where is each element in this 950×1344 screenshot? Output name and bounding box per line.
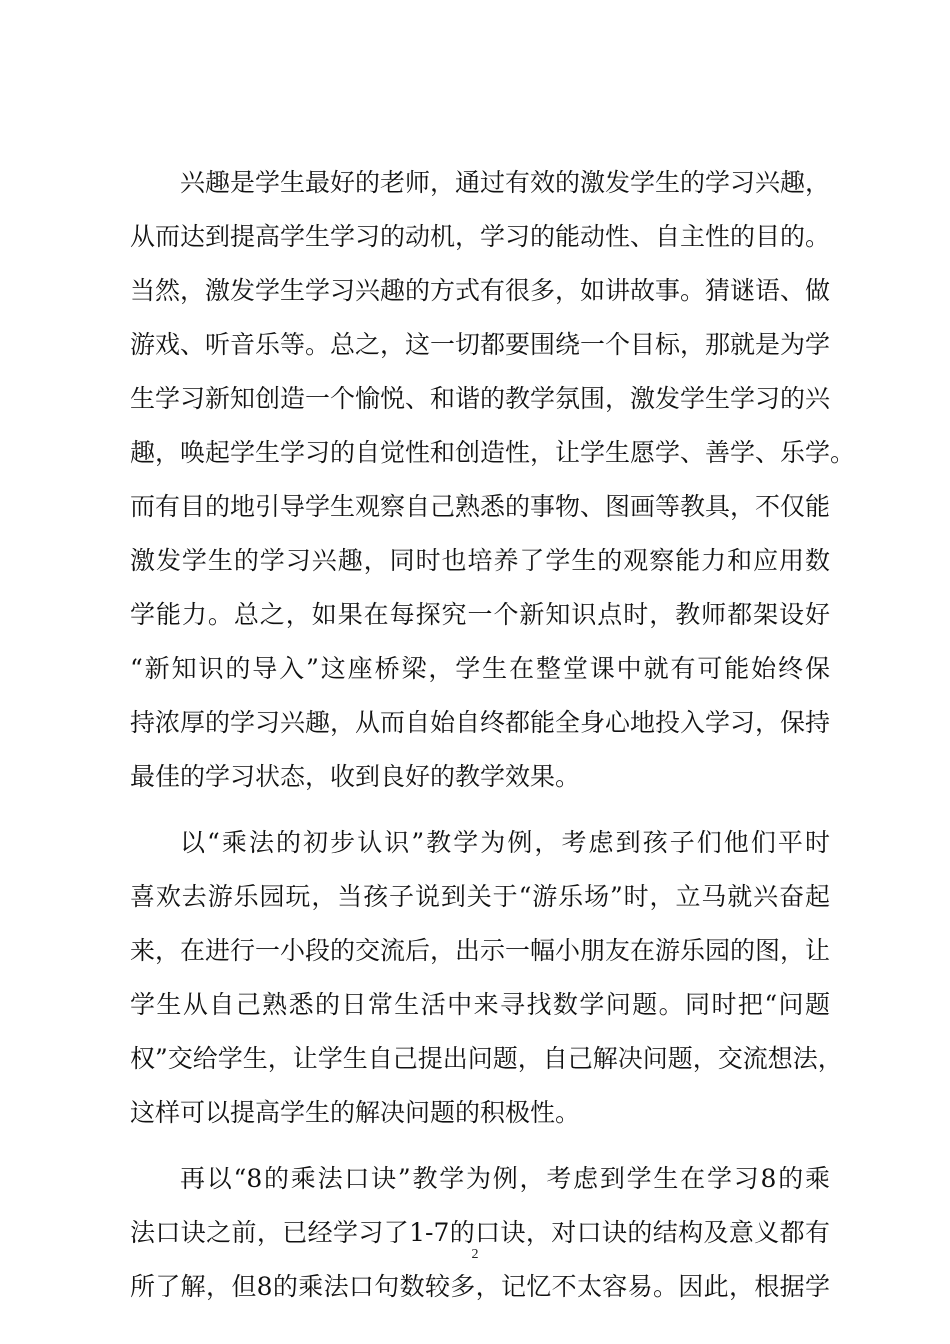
text-line: 而有目的地引导学生观察自己熟悉的事物、图画等教具，不仅能: [130, 492, 831, 521]
text-line: 权”交给学生，让学生自己提出问题，自己解决问题，交流想法，: [130, 1044, 843, 1073]
text-line: 从而达到提高学生学习的动机，学习的能动性、自主性的目的。: [130, 222, 831, 251]
paragraph-1: [130, 156, 856, 804]
text-line: 激发学生的学习兴趣，同时也培养了学生的观察能力和应用数: [130, 546, 830, 575]
text-line: “新知识的导入”这座桥梁，学生在整堂课中就有可能始终保: [130, 654, 830, 683]
paragraph-gap: [130, 1140, 830, 1152]
page-number: 2: [471, 1247, 479, 1262]
text-line: 兴趣是学生最好的老师，通过有效的激发学生的学习兴趣，: [180, 168, 831, 197]
body-text: [130, 156, 856, 1314]
text-line: 喜欢去游乐园玩，当孩子说到关于“游乐场”时，立马就兴奋起: [130, 882, 830, 911]
text-line: 来，在进行一小段的交流后，出示一幅小朋友在游乐园的图，让: [130, 936, 831, 965]
text-line: 最佳的学习状态，收到良好的教学效果。: [130, 762, 581, 791]
text-line: 法口诀之前，已经学习了1-7的口诀，对口诀的结构及意义都有: [130, 1218, 830, 1247]
text-line: 学生从自己熟悉的日常生活中来寻找数学问题。同时把“问题: [130, 990, 830, 1019]
paragraph-gap: [130, 804, 830, 816]
paragraph-2: [130, 816, 843, 1140]
text-line: 再以“8的乘法口诀”教学为例，考虑到学生在学习8的乘: [180, 1164, 830, 1193]
text-line: 趣，唤起学生学习的自觉性和创造性，让学生愿学、善学、乐学。: [130, 438, 856, 467]
text-line: 生学习新知创造一个愉悦、和谐的教学氛围，激发学生学习的兴: [130, 384, 831, 413]
text-line: 所了解，但8的乘法口句数较多，记忆不太容易。因此，根据学: [130, 1272, 830, 1301]
text-line: 这样可以提高学生的解决问题的积极性。: [130, 1098, 581, 1127]
text-line: 持浓厚的学习兴趣，从而自始自终都能全身心地投入学习，保持: [130, 708, 831, 737]
paragraph-3: [130, 1152, 830, 1314]
text-line: 游戏、听音乐等。总之，这一切都要围绕一个目标，那就是为学: [130, 330, 831, 359]
text-line: 学能力。总之，如果在每探究一个新知识点时，教师都架设好: [130, 600, 830, 629]
text-line: 以“乘法的初步认识”教学为例，考虑到孩子们他们平时: [180, 828, 830, 857]
text-line: 当然，激发学生学习兴趣的方式有很多，如讲故事。猜谜语、做: [130, 276, 831, 305]
